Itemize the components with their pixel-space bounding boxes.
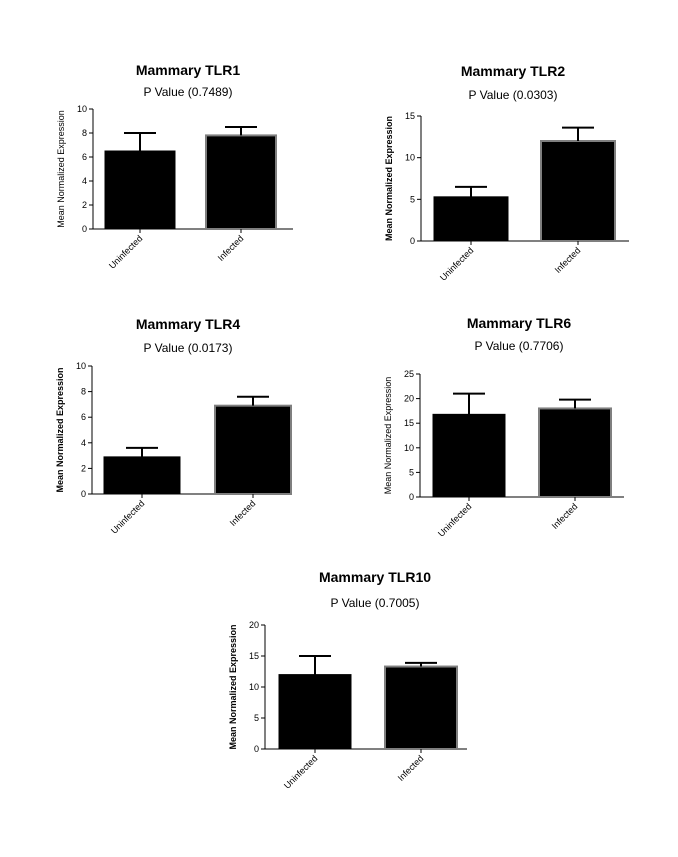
chart-5 xyxy=(228,569,467,791)
y-tick-label: 10 xyxy=(404,152,415,163)
y-axis-label: Mean Normalized Expression xyxy=(56,110,66,228)
x-category-label: Infected xyxy=(552,245,583,276)
chart-1 xyxy=(56,62,293,271)
y-tick-label: 0 xyxy=(253,744,259,754)
chart-2 xyxy=(384,63,629,283)
y-tick-label: 5 xyxy=(253,713,259,723)
y-tick-label: 0 xyxy=(81,224,87,234)
x-category-label: Infected xyxy=(549,501,580,532)
chart-title: Mammary TLR4 xyxy=(135,316,241,332)
y-tick-label: 10 xyxy=(75,361,86,371)
x-category-label: Infected xyxy=(227,498,258,529)
bar-infected xyxy=(385,667,457,749)
y-tick-label: 20 xyxy=(248,620,259,630)
y-tick-label: 15 xyxy=(248,651,259,661)
y-tick-label: 10 xyxy=(76,104,87,114)
bar-infected xyxy=(206,135,276,229)
x-category-label: Uninfected xyxy=(437,245,476,283)
y-tick-label: 10 xyxy=(403,442,414,453)
y-tick-label: 0 xyxy=(408,492,414,502)
y-tick-label: 5 xyxy=(408,467,414,478)
bar-uninfected xyxy=(433,414,505,497)
x-category-label: Uninfected xyxy=(106,233,145,271)
chart-title: Mammary TLR1 xyxy=(135,62,241,78)
y-tick-label: 0 xyxy=(409,236,415,246)
chart-title: Mammary TLR10 xyxy=(318,569,432,585)
y-axis-label: Mean Normalized Expression xyxy=(228,624,238,750)
bar-uninfected xyxy=(434,197,508,241)
chart-subtitle: P Value (0.7706) xyxy=(474,339,564,353)
y-tick-label: 25 xyxy=(403,369,414,379)
y-tick-label: 6 xyxy=(81,152,87,162)
chart-subtitle: P Value (0.7005) xyxy=(330,596,420,610)
bar-infected xyxy=(539,408,611,497)
y-tick-label: 8 xyxy=(81,128,87,138)
chart-subtitle: P Value (0.0303) xyxy=(468,88,558,102)
x-category-label: Infected xyxy=(395,753,426,784)
y-tick-label: 2 xyxy=(80,463,86,474)
y-tick-label: 8 xyxy=(80,386,86,397)
y-axis-label: Mean Normalized Expression xyxy=(383,376,393,495)
chart-4 xyxy=(383,315,624,539)
x-category-label: Infected xyxy=(215,233,246,264)
y-tick-label: 15 xyxy=(404,111,415,121)
chart-title: Mammary TLR6 xyxy=(466,315,572,331)
chart-subtitle: P Value (0.0173) xyxy=(143,341,233,355)
bar-uninfected xyxy=(105,151,175,229)
y-tick-label: 5 xyxy=(409,194,415,205)
x-category-label: Uninfected xyxy=(435,501,474,539)
bar-uninfected xyxy=(104,457,180,494)
chart-subtitle: P Value (0.7489) xyxy=(143,85,233,99)
y-tick-label: 2 xyxy=(81,200,87,210)
y-tick-label: 20 xyxy=(403,393,414,404)
bar-uninfected xyxy=(279,675,351,749)
y-tick-label: 10 xyxy=(248,682,259,692)
x-category-label: Uninfected xyxy=(108,498,147,536)
x-category-label: Uninfected xyxy=(281,753,320,791)
y-tick-label: 4 xyxy=(81,176,87,186)
y-tick-label: 15 xyxy=(403,418,414,429)
y-axis-label: Mean Normalized Expression xyxy=(55,367,65,493)
y-tick-label: 6 xyxy=(80,412,86,423)
y-tick-label: 0 xyxy=(80,489,86,499)
y-tick-label: 4 xyxy=(80,437,86,448)
chart-3 xyxy=(55,316,291,536)
bar-infected xyxy=(215,406,291,494)
chart-title: Mammary TLR2 xyxy=(460,63,566,79)
bar-infected xyxy=(541,141,615,241)
y-axis-label: Mean Normalized Expression xyxy=(384,115,394,242)
